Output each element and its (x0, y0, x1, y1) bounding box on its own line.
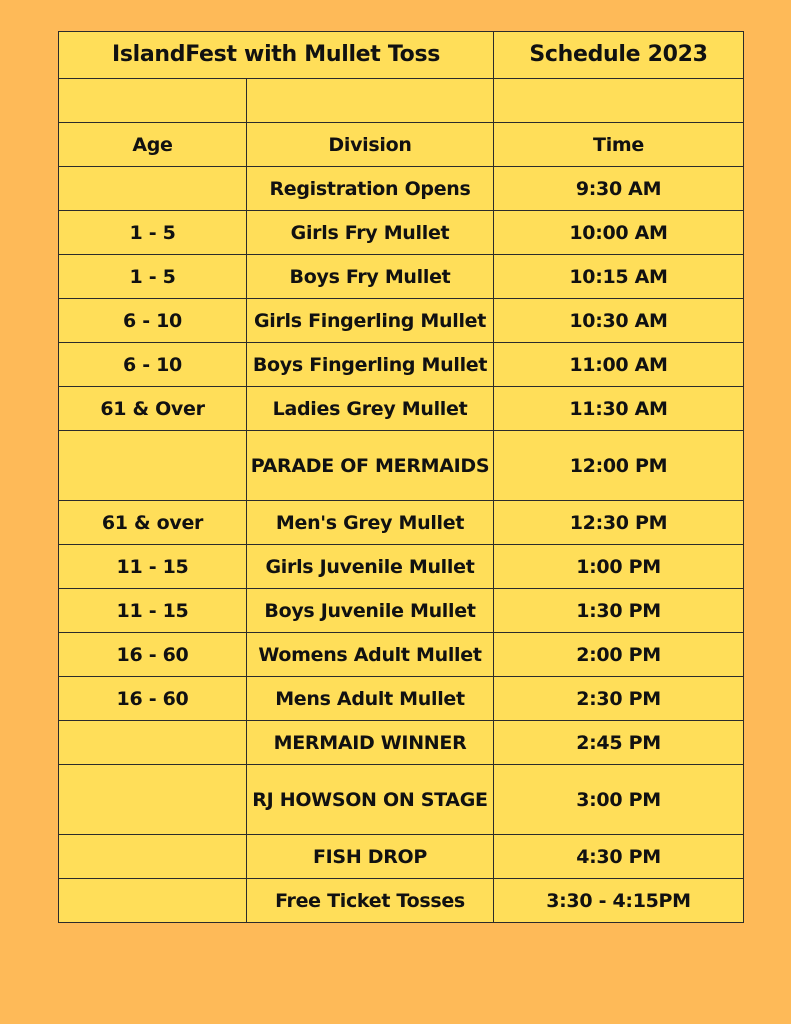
table-row (59, 545, 744, 589)
division-cell: Girls Juvenile Mullet (247, 545, 494, 589)
column-header-time: Time (494, 123, 744, 167)
division-cell: Registration Opens (247, 167, 494, 211)
time-cell: 11:00 AM (494, 343, 744, 387)
table-row (59, 721, 744, 765)
division-cell: Men's Grey Mullet (247, 501, 494, 545)
division-cell: Girls Fingerling Mullet (247, 299, 494, 343)
division-cell: Mens Adult Mullet (247, 677, 494, 721)
age-cell (59, 879, 247, 923)
time-cell: 10:15 AM (494, 255, 744, 299)
table-row (59, 677, 744, 721)
age-cell: 61 & Over (59, 387, 247, 431)
time-cell: 12:00 PM (494, 431, 744, 501)
time-cell: 2:00 PM (494, 633, 744, 677)
table-row (59, 633, 744, 677)
division-cell: PARADE OF MERMAIDS (247, 431, 494, 501)
table-row (59, 501, 744, 545)
time-cell: 1:00 PM (494, 545, 744, 589)
age-cell: 6 - 10 (59, 299, 247, 343)
division-cell: FISH DROP (247, 835, 494, 879)
table-row (59, 343, 744, 387)
age-cell: 1 - 5 (59, 211, 247, 255)
blank-row (59, 79, 744, 123)
title-row (59, 32, 744, 79)
blank-cell (494, 79, 744, 123)
time-cell: 9:30 AM (494, 167, 744, 211)
time-cell: 2:45 PM (494, 721, 744, 765)
time-cell: 12:30 PM (494, 501, 744, 545)
division-cell: Girls Fry Mullet (247, 211, 494, 255)
table-row (59, 835, 744, 879)
time-cell: 3:30 - 4:15PM (494, 879, 744, 923)
division-cell: Boys Juvenile Mullet (247, 589, 494, 633)
division-cell: RJ HOWSON ON STAGE (247, 765, 494, 835)
age-cell (59, 765, 247, 835)
time-cell: 11:30 AM (494, 387, 744, 431)
age-cell (59, 431, 247, 501)
schedule-title: IslandFest with Mullet Toss (59, 32, 494, 79)
table-row (59, 879, 744, 923)
division-cell: Free Ticket Tosses (247, 879, 494, 923)
age-cell: 61 & over (59, 501, 247, 545)
age-cell: 1 - 5 (59, 255, 247, 299)
age-cell: 16 - 60 (59, 677, 247, 721)
schedule-table (58, 31, 744, 923)
table-row (59, 765, 744, 835)
table-row (59, 589, 744, 633)
column-header-age: Age (59, 123, 247, 167)
header-row (59, 123, 744, 167)
time-cell: 4:30 PM (494, 835, 744, 879)
age-cell (59, 721, 247, 765)
division-cell: Boys Fingerling Mullet (247, 343, 494, 387)
division-cell: Womens Adult Mullet (247, 633, 494, 677)
division-cell: Boys Fry Mullet (247, 255, 494, 299)
blank-cell (247, 79, 494, 123)
table-row (59, 299, 744, 343)
division-cell: MERMAID WINNER (247, 721, 494, 765)
age-cell (59, 167, 247, 211)
blank-cell (59, 79, 247, 123)
time-cell: 1:30 PM (494, 589, 744, 633)
time-cell: 10:30 AM (494, 299, 744, 343)
age-cell: 11 - 15 (59, 545, 247, 589)
time-cell: 3:00 PM (494, 765, 744, 835)
table-row (59, 431, 744, 501)
schedule-subtitle: Schedule 2023 (494, 32, 744, 79)
table-row (59, 167, 744, 211)
table-row (59, 387, 744, 431)
time-cell: 10:00 AM (494, 211, 744, 255)
division-cell: Ladies Grey Mullet (247, 387, 494, 431)
time-cell: 2:30 PM (494, 677, 744, 721)
table-row (59, 211, 744, 255)
age-cell: 16 - 60 (59, 633, 247, 677)
age-cell: 11 - 15 (59, 589, 247, 633)
table-row (59, 255, 744, 299)
age-cell: 6 - 10 (59, 343, 247, 387)
column-header-division: Division (247, 123, 494, 167)
age-cell (59, 835, 247, 879)
